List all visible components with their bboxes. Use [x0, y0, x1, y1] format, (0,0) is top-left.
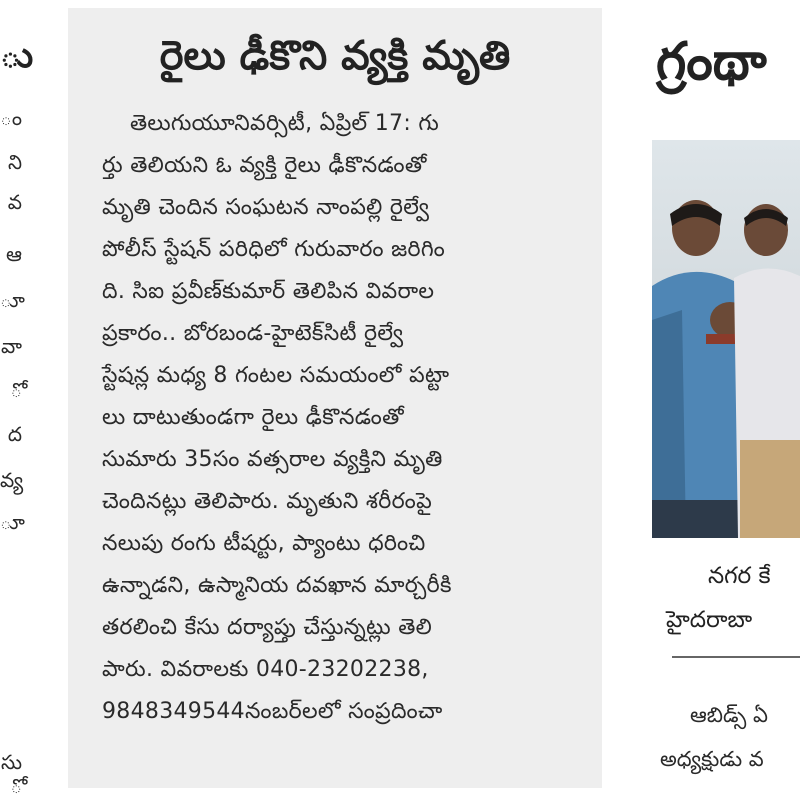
- left-line-fragment: వ్య: [0, 468, 24, 492]
- article-body-line: తరలించి కేసు దర్యాప్తు చేస్తున్నట్లు తెలి: [102, 615, 433, 640]
- article-headline: రైలు ఢీకొని వ్యక్తి మృతి: [159, 33, 511, 79]
- article-body-line: తెలుగుయూనివర్సిటీ, ఏప్రిల్ 17: గు: [130, 111, 440, 136]
- left-line-fragment: ూ: [0, 510, 25, 534]
- article-body-line: నలుపు రంగు టీషర్టు, ప్యాంటు ధరించి: [102, 531, 426, 556]
- right-headline-fragment: గ్రంథా: [656, 32, 767, 92]
- left-line-fragment: ో: [10, 774, 22, 798]
- left-line-fragment: ని: [7, 150, 22, 174]
- news-article: [68, 8, 602, 788]
- article-body-line: ఉన్నాడని, ఉస్మానియ దవఖాన మార్చరీకి: [102, 573, 452, 598]
- left-line-fragment: ద: [7, 422, 22, 446]
- left-line-fragment: సు: [1, 750, 22, 774]
- article-body-line: 9848349544నంబర్‌లలో సంప్రదించా: [102, 699, 443, 724]
- left-line-fragment: ం: [0, 106, 22, 130]
- right-body-line: అధ్యక్షుడు వ: [660, 747, 764, 771]
- photo-caption-line: నగర కే: [708, 563, 771, 589]
- right-column-fragment: [620, 0, 800, 788]
- left-line-fragment: ఆ: [6, 242, 22, 266]
- article-body-line: లు దాటుతుండగా రైలు ఢీకొనడంతో: [102, 405, 404, 430]
- article-body-line: ర్తు తెలియని ఓ వ్యక్తి రైలు ఢీకొనడంతో: [102, 153, 427, 178]
- right-body-line: ఆబిడ్స్ ఏ: [690, 703, 768, 727]
- article-body-line: పారు. వివరాలకు 040-23202238,: [102, 657, 429, 682]
- article-body-line: స్టేషన్ల మధ్య 8 గంటల సమయంలో పట్టా: [102, 363, 450, 388]
- news-photo: [652, 140, 800, 538]
- article-body-line: మృతి చెందిన సంఘటన నాంపల్లి రైల్వే: [102, 195, 430, 220]
- article-body-line: చెందినట్లు తెలిపారు. మృతుని శరీరంపై: [102, 489, 433, 514]
- left-column-fragment: [0, 0, 40, 798]
- article-body-line: ది. సిఐ ప్రవీణ్‌కుమార్ తెలిపిన వివరాల: [102, 279, 435, 304]
- left-heading-fragment: ు: [0, 35, 34, 76]
- left-line-fragment: ో: [10, 378, 22, 402]
- caption-divider: [672, 656, 800, 658]
- person-figure: [732, 204, 800, 538]
- left-line-fragment: వా: [1, 334, 22, 358]
- article-body-line: ప్రకారం.. బోరబండ-హైటెక్‌సిటీ రైల్వే: [102, 321, 404, 346]
- left-line-fragment: ూ: [0, 288, 25, 312]
- article-body-line: సుమారు 35సం వత్సరాల వ్యక్తిని మృతి: [102, 447, 443, 472]
- left-line-fragment: వ: [7, 190, 22, 214]
- photo-caption-line: హైదరాబా: [666, 607, 753, 633]
- article-body-line: పోలీస్ స్టేషన్ పరిధిలో గురువారం జరిగిం: [102, 237, 446, 262]
